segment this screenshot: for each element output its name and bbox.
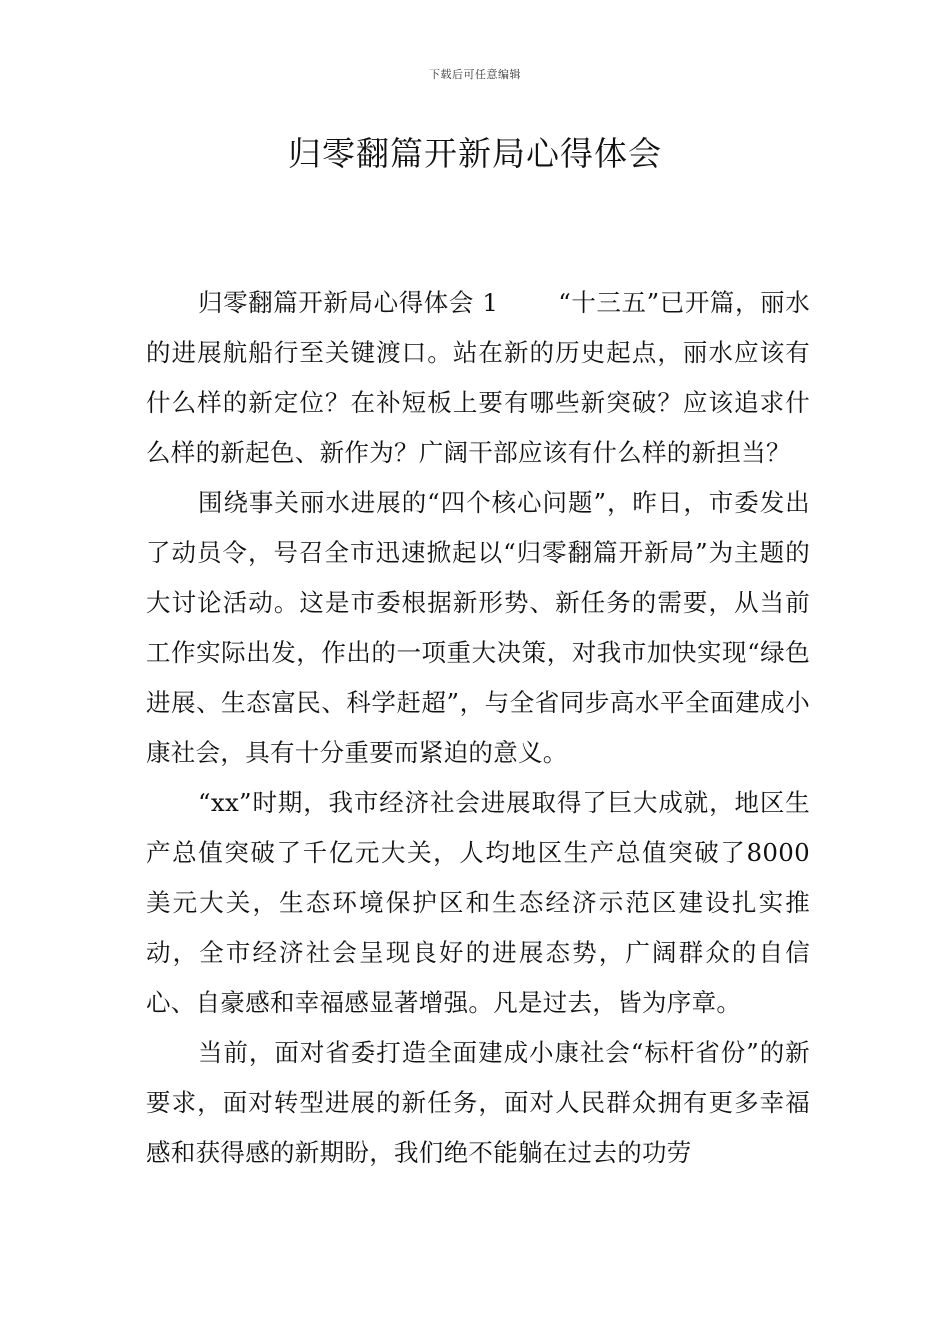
paragraph-1 — [146, 278, 810, 478]
header-note: 下载后可任意编辑 — [429, 68, 521, 81]
paragraph-4: 当前，面对省委打造全面建成小康社会“标杆省份”的新要求，面对转型进展的新任务，面对人民群众拥有更多幸福感和获得感的新期盼，我们绝不能躺在过去的功劳 — [146, 1038, 810, 1167]
paragraph-2: 围绕事关丽水进展的“四个核心问题”，昨日，市委发出了动员令，号召全市迅速掀起以“归零翻篇开新局”为主题的大讨论活动。这是市委根据新形势、新任务的需要，从当前工作实际出发，作出的一项重大决策，对我市加快实现“绿色进展、生态富民、科学赶超”，与全省同步高水平全面建成小康社会，具有十分重要而紧迫的意义。 — [146, 488, 810, 767]
document-body — [146, 278, 810, 1178]
paragraph-1-text: “十三五”已开篇，丽水的进展航船行至关键渡口。站在新的历史起点，丽水应该有什么样的新定位？在补短板上要有哪些新突破？应该追求什么样的新起色、新作为？广阔干部应该有什么样的新担当？ — [146, 288, 810, 467]
section-heading: 归零翻篇开新局心得体会 1 — [198, 288, 499, 317]
paragraph-3: “xx”时期，我市经济社会进展取得了巨大成就，地区生产总值突破了千亿元大关，人均地区生产总值突破了8000 美元大关，生态环境保护区和生态经济示范区建设扎实推动，全市经济社会呈现良好的进展态势，广阔群众的自信心、自豪感和幸福感显著增强。凡是过去，皆为序章。 — [146, 788, 810, 1017]
document-title: 归零翻篇开新局心得体会 — [288, 134, 662, 173]
